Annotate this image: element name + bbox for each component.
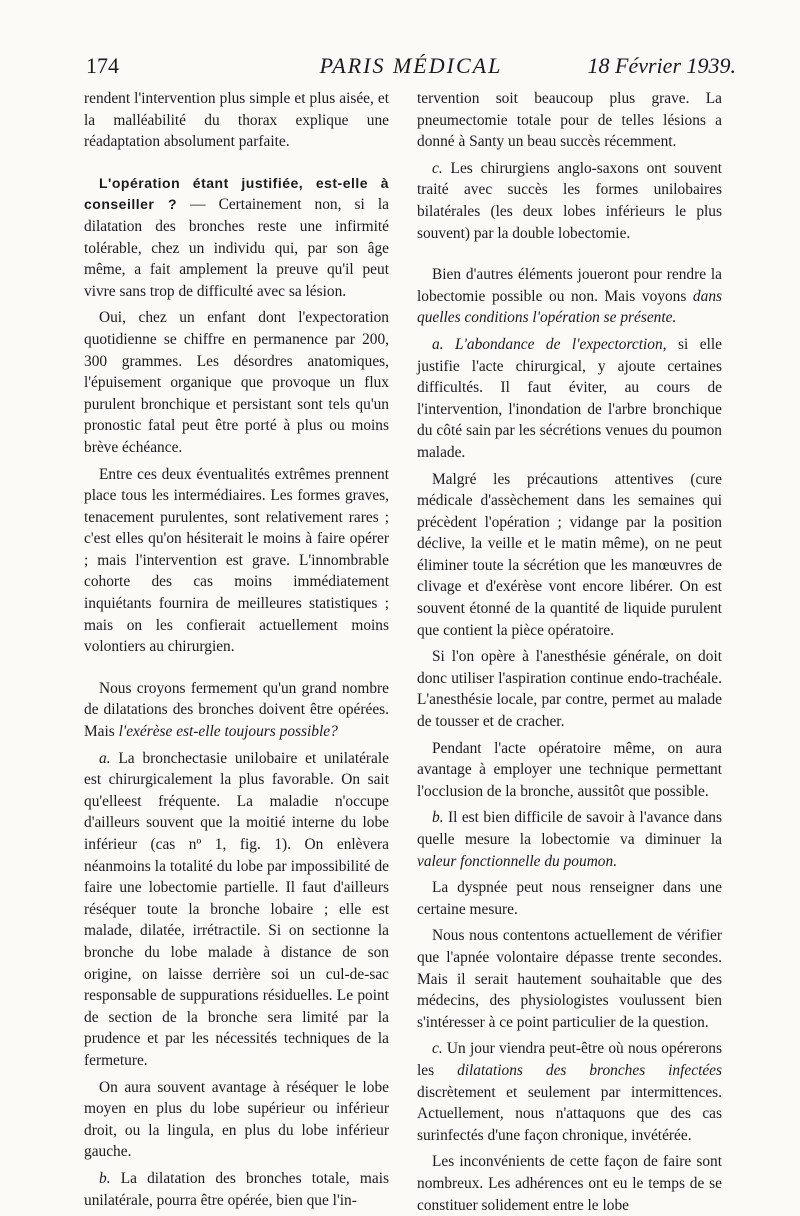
paragraph-text: Bien d'autres éléments joueront pour rendre la lobectomie possible ou non. Mais voyons — [417, 266, 722, 305]
right-column — [417, 88, 722, 1216]
paragraph-text: Les chirurgiens anglo-saxons ont souvent traité avec succès les formes unilobaires bilatérales (les deux lobes inférieurs le plus souvent) par la double lobectomie. — [417, 159, 722, 242]
paragraph: rendent l'intervention plus simple et plus aisée, et la malléabilité du thorax explique une réadaptation absolument parfaite. — [84, 90, 389, 151]
paragraph-text: si elle justifie l'acte chirurgical, y ajoute certaines difficultés. Il faut éviter, au cours de l'intervention, l'inondation de l'arbre bronchique du côté sain par les sécrétions venues du poumon malade. — [417, 335, 722, 461]
paragraph-text: Il est bien difficile de savoir à l'avance dans quelle mesure la lobectomie va diminuer la — [417, 809, 722, 848]
paragraph — [417, 1038, 722, 1146]
paragraph: Si l'on opère à l'anesthésie générale, on doit donc utiliser l'aspiration continue endo-trachéale. L'anesthésie locale, par contre, permet au malade de tousser et de cracher. — [417, 648, 722, 731]
italic-phrase: L'abondance de l'expectorction, — [455, 335, 667, 353]
paragraph: Malgré les précautions attentives (cure médicale d'assèchement dans les semaines qui précèdent l'opération ; vidange par la position déclive, la veille et le matin même), on ne peut éliminer toute la sécrétion que les manœuvres de clivage et d'exérèse vont encore libérer. On est souvent étonné de la quantité de liquide purulent que contient la pièce opératoire. — [417, 470, 722, 639]
paragraph-text: La bronchectasie unilobaire et unilatérale est chirurgicalement la plus favorable. On sait qu'elleest fréquente. La maladie n'occupe d'ailleurs souvent que la moitié interne du lobe inférieur (cas nº 1, fig. 1). On enlèvera néanmoins la totalité du lobe par impossibilité de faire une lobectomie partielle. Il faut d'ailleurs réséquer toute la bronche lobaire ; elle est malade, dilatée, irrétractile. Si on sectionne la bronche du lobe malade à distance de son origine, on laisse derrière soi un cul-de-sac responsable de suppurations résiduelles. Le point de section de la bronche sera limité par la prudence et par les nécessités techniques de la fermeture. — [84, 749, 389, 1069]
paragraph — [84, 1168, 389, 1211]
paragraph — [84, 748, 389, 1072]
section-heading: L'opération étant justifiée, est-elle à conseiller ? — [84, 174, 389, 213]
italic-question: l'exérèse est-elle toujours possible? — [118, 723, 338, 741]
italic-phrase: dilatations des bronches infectées — [457, 1061, 722, 1079]
paragraph: Nous nous contentons actuellement de vérifier que l'apnée volontaire dépasse trente secondes. Mais il serait hautement souhaitable que des médecins, des physiologistes voulussent bien s'intéresser à ce point particulier de la question. — [417, 927, 722, 1031]
paragraph: La dyspnée peut nous renseigner dans une certaine mesure. — [417, 879, 722, 918]
list-label: b. — [432, 809, 444, 827]
paragraph-text: Un jour viendra peut-être où nous opérerons les — [417, 1040, 722, 1079]
paragraph-text: Nous croyons fermement qu'un grand nombre de dilatations des bronches doivent être opérées. Mais — [84, 679, 389, 741]
paragraph — [417, 158, 722, 244]
left-column — [84, 88, 389, 1211]
paragraph-text: discrètement et seulement par intermittences. Actuellement, nous n'attaquons que des cas surinfectés d'une façon chronique, invétérée. — [417, 1083, 722, 1144]
list-label: b. — [99, 1169, 111, 1187]
paragraph: Pendant l'acte opératoire même, on aura avantage à employer une technique permettant l'occlusion de la bronche, aussitôt que possible. — [417, 739, 722, 800]
page-number: 174 — [86, 53, 119, 78]
list-label: c. — [432, 1040, 443, 1058]
list-label: c. — [432, 159, 443, 177]
list-label: a. — [99, 749, 111, 767]
italic-phrase: dans quelles conditions l'opération se présente. — [417, 287, 722, 327]
paragraph — [417, 334, 722, 464]
paragraph: tervention soit beaucoup plus grave. La pneumectomie totale pour de telles lésions a donné à Santy un beau succès récemment. — [417, 90, 722, 151]
issue-date: 18 Février 1939. — [587, 53, 736, 78]
running-header — [86, 52, 736, 82]
journal-title: PARIS MÉDICAL — [319, 53, 503, 78]
italic-phrase: valeur fonctionnelle du poumon. — [417, 852, 618, 870]
list-label: a. — [432, 335, 444, 353]
paragraph — [417, 264, 722, 329]
paragraph — [417, 807, 722, 872]
paragraph: Oui, chez un enfant dont l'expectoration quotidienne se chiffre en permanence par 200, 300 grammes. Les désordres anatomiques, l'épuisement organique que provoque un flux purulent bronchique et persistant sont tels qu'un pronostic fatal peut être porté à plus ou moins brève échéance. — [84, 309, 389, 456]
paragraph-text: La dilatation des bronches totale, mais unilatérale, pourra être opérée, bien que l'in- — [84, 1169, 389, 1209]
paragraph: Entre ces deux éventualités extrêmes prennent place tous les intermédiaires. Les formes graves, tenacement purulentes, sont relativement rares ; c'est elles qu'on hésiterait le moins à faire opérer ; mais l'intervention est grave. L'innombrable cohorte des cas moins immédiatement inquiétants fournira de meilleures statistiques ; mais on les confierait actuellement moins volontiers au chirurgien. — [84, 465, 389, 656]
paragraph: Les inconvénients de cette façon de faire sont nombreux. Les adhérences ont eu le temps de se constituer solidement entre le lobe — [417, 1153, 722, 1214]
paragraph — [84, 173, 389, 303]
paragraph — [84, 678, 389, 743]
paragraph-text: — Certainement non, si la dilatation des bronches reste une infirmité tolérable, chez un individu qui, par son âge même, a fait amplement la preuve qu'il peut vivre sans trop de difficulté avec sa lésion. — [84, 196, 389, 300]
paragraph: On aura souvent avantage à réséquer le lobe moyen en plus du lobe supérieur ou inférieur droit, ou la lingula, en plus du lobe inférieur gauche. — [84, 1078, 389, 1161]
